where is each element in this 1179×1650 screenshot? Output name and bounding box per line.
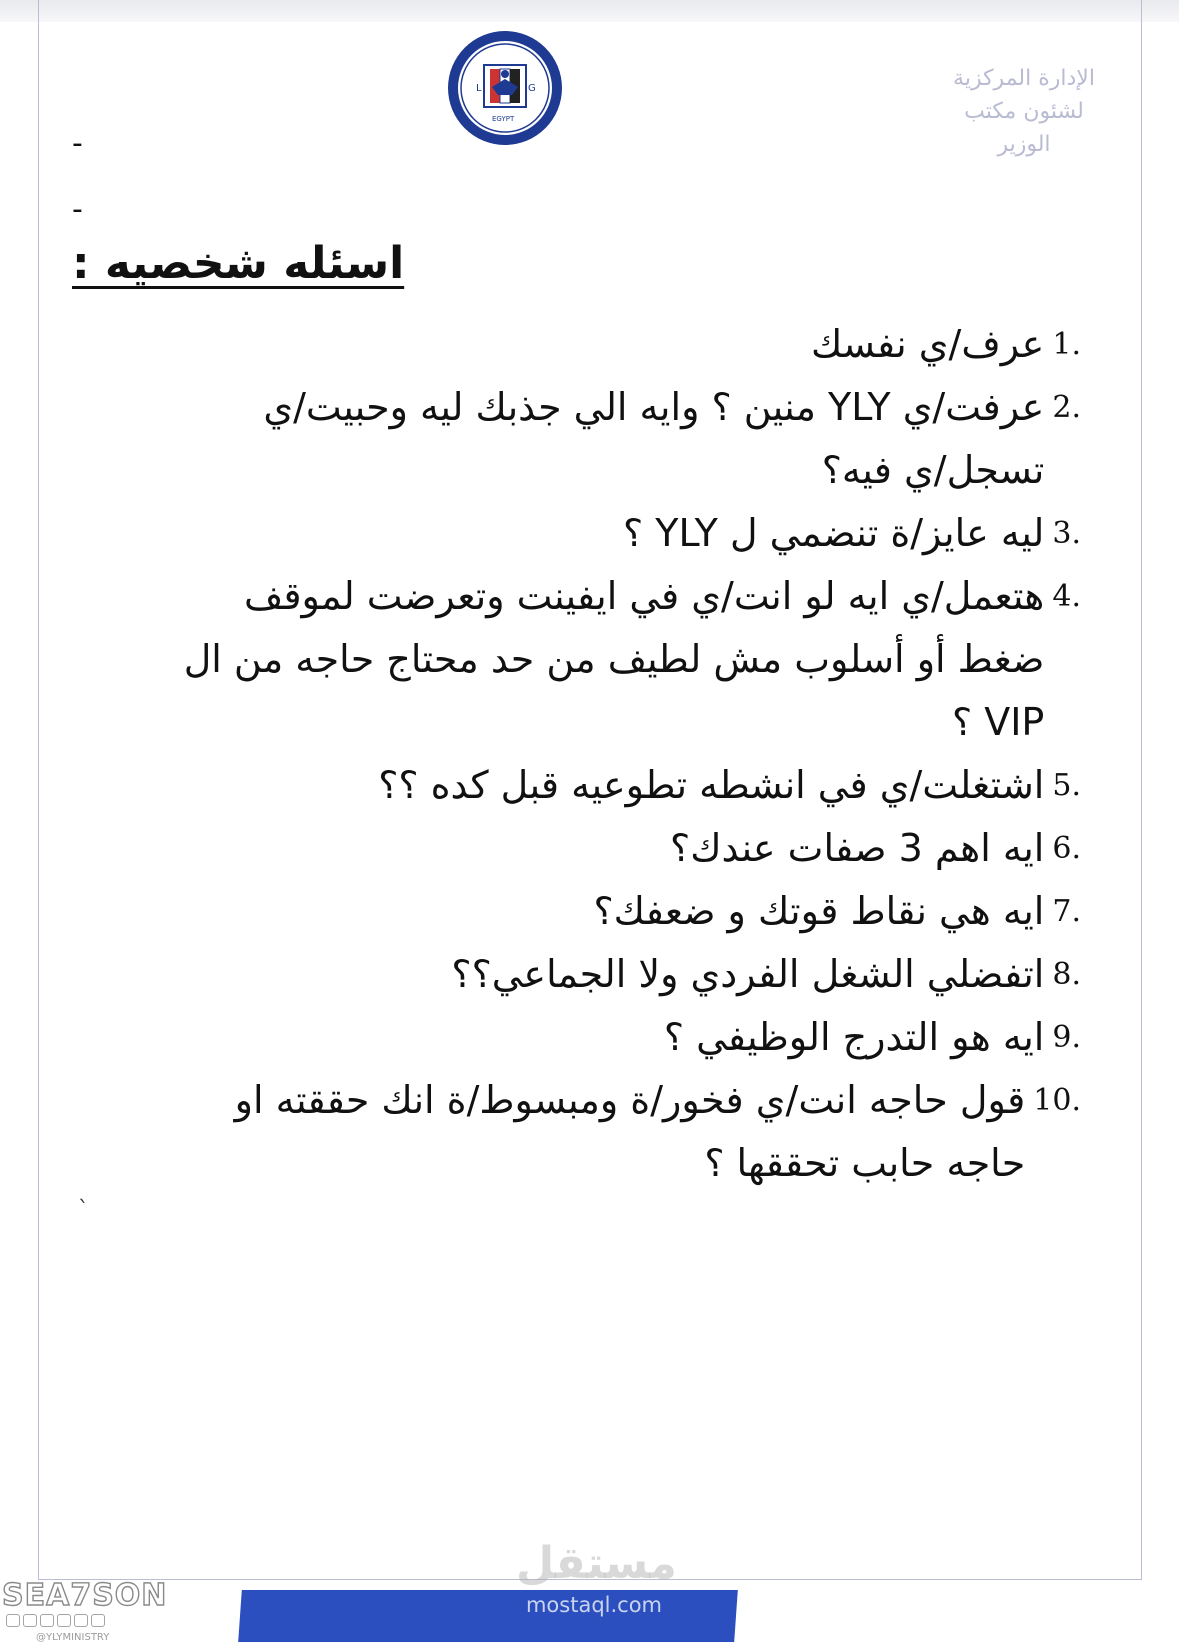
list-item (146, 313, 1081, 376)
list-item (146, 565, 1081, 754)
mostaql-watermark: مستقل (516, 1538, 677, 1589)
question-number: .9 (1052, 1020, 1081, 1055)
question-text: اشتغلت/ي في انشطه تطوعيه قبل كده ؟؟ (378, 763, 1045, 807)
list-item (146, 376, 1081, 502)
question-number: .8 (1052, 957, 1081, 992)
svg-text:EGYPT: EGYPT (492, 115, 515, 123)
office-title (939, 62, 1109, 161)
instagram-icon (23, 1614, 37, 1627)
question-number: .2 (1052, 390, 1081, 425)
youtube-icon (74, 1614, 88, 1627)
question-text: ايه هو التدرج الوظيفي ؟ (663, 1015, 1045, 1059)
question-number: .1 (1052, 327, 1081, 362)
office-line: الوزير (997, 132, 1051, 157)
question-text: قول حاجه انت/ي فخور/ة ومبسوط/ة انك حققته او حاجه حابب تحققها ؟ (234, 1078, 1026, 1185)
stray-mark: ` (78, 1198, 89, 1223)
section-heading: اسئله شخصيه : (72, 238, 405, 289)
question-text: اتفضلي الشغل الفردي ولا الجماعي؟؟ (451, 952, 1045, 996)
list-item (146, 502, 1081, 565)
linkedin-icon (57, 1614, 71, 1627)
mostaql-url: mostaql.com (525, 1593, 663, 1617)
x-icon (40, 1614, 54, 1627)
list-item (146, 880, 1081, 943)
question-text: ليه عايز/ة تنضمي ل YLY ؟ (623, 511, 1045, 555)
svg-text:G: G (528, 83, 536, 94)
facebook-icon (6, 1614, 20, 1627)
question-number: .4 (1052, 579, 1081, 614)
question-text: ايه اهم 3 صفات عندك؟ (670, 826, 1045, 870)
question-text: عرف/ي نفسك (810, 322, 1045, 366)
question-number: .6 (1052, 831, 1081, 866)
list-item (146, 817, 1081, 880)
watermark-social-icons (6, 1614, 105, 1627)
watermark-brand: SEA7SON (2, 1578, 168, 1613)
question-number: .3 (1052, 516, 1081, 551)
question-text: عرفت/ي YLY منين ؟ وايه الي جذبك ليه وحبيت/ي تسجل/ي فيه؟ (263, 385, 1045, 492)
office-line: الإدارة المركزية (953, 66, 1095, 91)
list-item (146, 1069, 1081, 1195)
watermark-handle: @YLYMINISTRY (36, 1632, 110, 1643)
question-text: ايه هي نقاط قوتك و ضعفك؟ (593, 889, 1045, 933)
question-list (146, 313, 1081, 1195)
question-text: هتعمل/ي ايه لو انت/ي في ايفينت وتعرضت لموقف ضغط أو أسلوب مش لطيف من حد محتاج حاجه من ال VIP ؟ (183, 574, 1045, 744)
list-item (146, 1006, 1081, 1069)
office-line: لشئون مكتب (964, 99, 1084, 124)
question-number: .7 (1052, 894, 1081, 929)
question-number: .10 (1033, 1083, 1081, 1118)
dash-mark: - (72, 192, 83, 227)
dash-mark: - (72, 126, 83, 161)
svg-text:L: L (476, 83, 482, 94)
ministry-seal-icon (446, 29, 564, 147)
question-number: .5 (1052, 768, 1081, 803)
list-item (146, 943, 1081, 1006)
list-item (146, 754, 1081, 817)
tiktok-icon (91, 1614, 105, 1627)
